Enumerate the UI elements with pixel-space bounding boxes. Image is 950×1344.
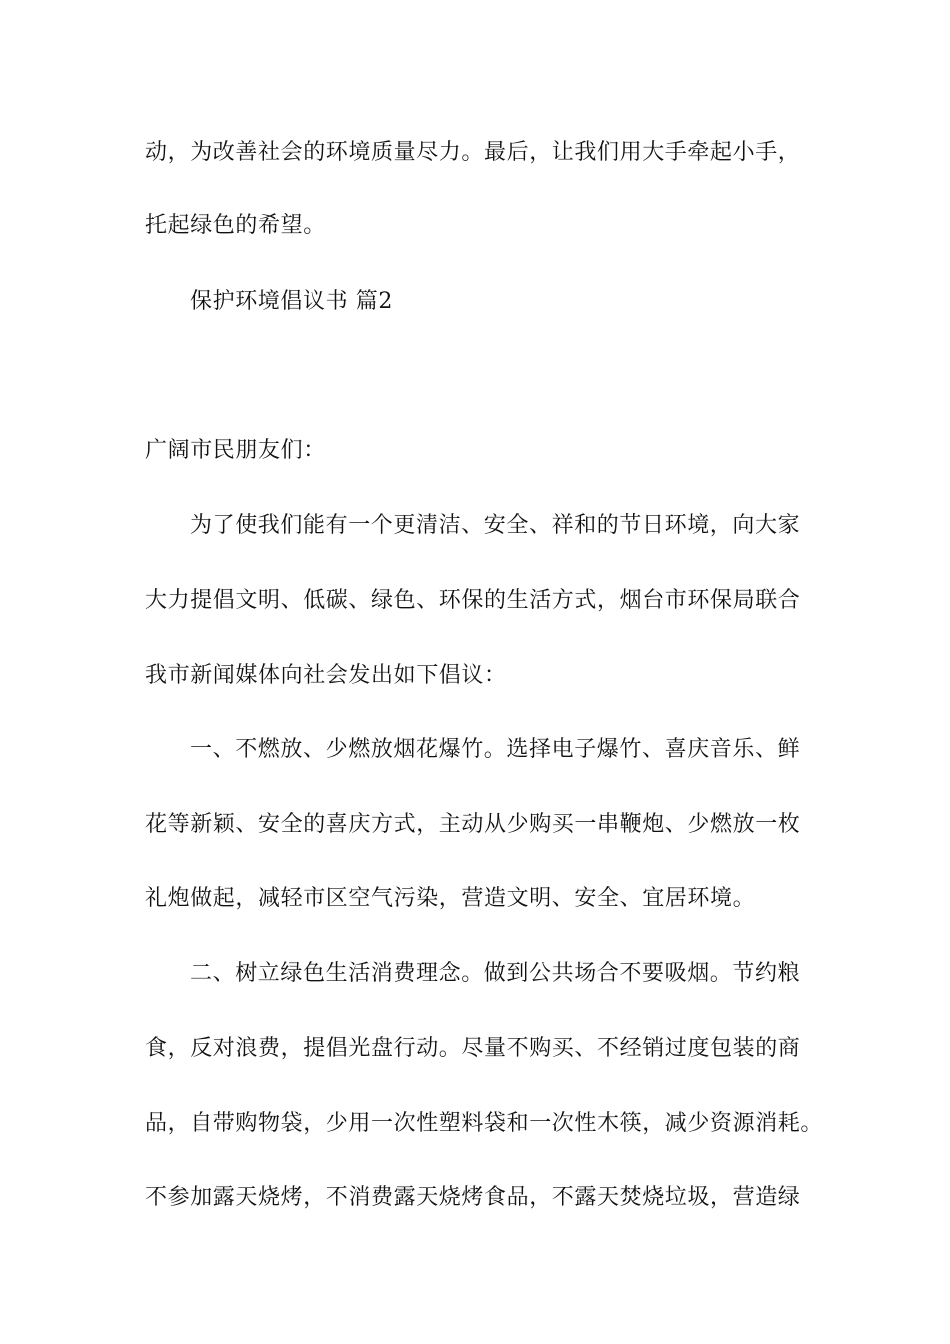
paragraph-line: 花等新颖、安全的喜庆方式，主动从少购买一串鞭炮、少燃放一枚 [145,812,801,837]
section-heading: 保护环境倡议书 篇2 [190,289,393,314]
paragraph-line: 食，反对浪费，提倡光盘行动。尽量不购买、不经销过度包装的商 [145,1036,801,1061]
paragraph-line: 大力提倡文明、低碳、绿色、环保的生活方式，烟台市环保局联合 [145,588,801,613]
paragraph-line: 动，为改善社会的环境质量尽力。最后，让我们用大手牵起小手， [145,140,801,165]
paragraph-line: 为了使我们能有一个更清洁、安全、祥和的节日环境，向大家 [190,513,801,538]
paragraph-line: 我市新闻媒体向社会发出如下倡议： [145,663,507,688]
paragraph-line: 礼炮做起，减轻市区空气污染，营造文明、安全、宜居环境。 [145,886,756,911]
paragraph-line: 托起绿色的希望。 [145,213,326,238]
paragraph-line: 二、树立绿色生活消费理念。做到公共场合不要吸烟。节约粮 [190,961,801,986]
paragraph-line: 一、不燃放、少燃放烟花爆竹。选择电子爆竹、喜庆音乐、鲜 [190,737,801,762]
paragraph-line: 不参加露天烧烤，不消费露天烧烤食品，不露天焚烧垃圾，营造绿 [145,1185,801,1210]
salutation: 广阔市民朋友们： [145,438,326,463]
paragraph-line: 品，自带购物袋，少用一次性塑料袋和一次性木筷，减少资源消耗。 [145,1111,824,1136]
